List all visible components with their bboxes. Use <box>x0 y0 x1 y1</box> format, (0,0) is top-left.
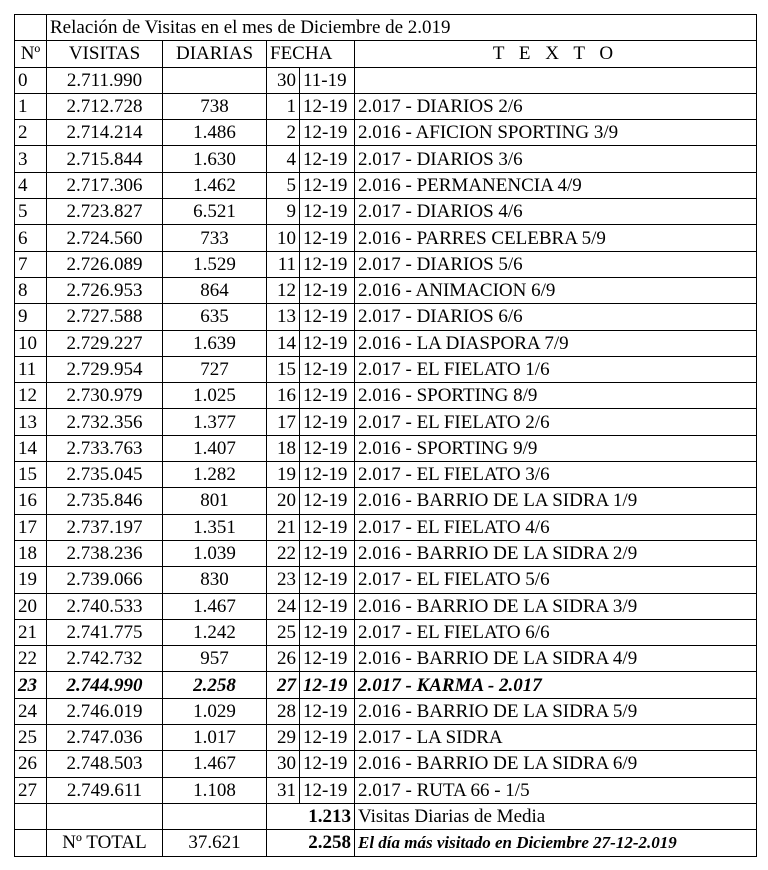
table-row <box>15 120 757 146</box>
cell-n: 19 <box>15 567 47 593</box>
cell-day: 2 <box>267 120 300 146</box>
cell-diarias: 1.467 <box>163 593 267 619</box>
cell-visitas: 2.729.227 <box>47 330 163 356</box>
table-row <box>15 619 757 645</box>
cell-day: 5 <box>267 172 300 198</box>
cell-mes: 12-19 <box>300 646 355 672</box>
cell-day: 9 <box>267 199 300 225</box>
header-diarias: DIARIAS <box>163 41 267 67</box>
cell-diarias: 1.025 <box>163 383 267 409</box>
cell-day: 30 <box>267 67 300 93</box>
cell-diarias: 1.529 <box>163 251 267 277</box>
cell-n: 11 <box>15 356 47 382</box>
cell-texto: 2.017 - EL FIELATO 1/6 <box>355 356 757 382</box>
table-row <box>15 488 757 514</box>
cell-n: 18 <box>15 540 47 566</box>
cell-day: 31 <box>267 777 300 803</box>
header-row <box>15 41 757 67</box>
cell-n: 26 <box>15 751 47 777</box>
table-row <box>15 646 757 672</box>
media-value: 1.213 <box>267 803 355 829</box>
cell-diarias: 957 <box>163 646 267 672</box>
cell-n: 10 <box>15 330 47 356</box>
cell-diarias: 830 <box>163 567 267 593</box>
cell-mes: 12-19 <box>300 514 355 540</box>
cell-diarias: 1.467 <box>163 751 267 777</box>
cell-texto: 2.017 - DIARIOS 4/6 <box>355 199 757 225</box>
table-row <box>15 67 757 93</box>
cell-day: 28 <box>267 698 300 724</box>
cell-mes: 12-19 <box>300 225 355 251</box>
cell-texto: 2.016 - SPORTING 8/9 <box>355 383 757 409</box>
cell-mes: 12-19 <box>300 251 355 277</box>
cell-diarias: 635 <box>163 304 267 330</box>
cell-texto: 2.016 - BARRIO DE LA SIDRA 3/9 <box>355 593 757 619</box>
table-row <box>15 383 757 409</box>
visits-table <box>14 14 757 857</box>
cell-visitas: 2.749.611 <box>47 777 163 803</box>
summary-media-row <box>15 803 757 829</box>
table-row <box>15 567 757 593</box>
cell-texto: 2.016 - BARRIO DE LA SIDRA 5/9 <box>355 698 757 724</box>
cell-texto: 2.017 - KARMA - 2.017 <box>355 672 757 698</box>
cell-mes: 12-19 <box>300 462 355 488</box>
cell-visitas: 2.711.990 <box>47 67 163 93</box>
cell-texto: 2.017 - EL FIELATO 3/6 <box>355 462 757 488</box>
cell-diarias: 1.282 <box>163 462 267 488</box>
cell-visitas: 2.739.066 <box>47 567 163 593</box>
cell-n: 14 <box>15 435 47 461</box>
cell-day: 22 <box>267 540 300 566</box>
cell-n: 15 <box>15 462 47 488</box>
cell-visitas: 2.748.503 <box>47 751 163 777</box>
cell-diarias: 1.630 <box>163 146 267 172</box>
table-row <box>15 330 757 356</box>
header-n: Nº <box>15 41 47 67</box>
cell-day: 25 <box>267 619 300 645</box>
cell-diarias: 864 <box>163 277 267 303</box>
cell-mes: 12-19 <box>300 146 355 172</box>
cell-n: 22 <box>15 646 47 672</box>
cell-diarias: 6.521 <box>163 199 267 225</box>
header-fecha: FECHA <box>267 41 355 67</box>
cell-texto <box>355 67 757 93</box>
cell-texto: 2.017 - LA SIDRA <box>355 725 757 751</box>
max-value: 2.258 <box>267 830 355 856</box>
cell-diarias: 1.039 <box>163 540 267 566</box>
cell-n: 13 <box>15 409 47 435</box>
cell-visitas: 2.729.954 <box>47 356 163 382</box>
cell-visitas: 2.738.236 <box>47 540 163 566</box>
cell-visitas: 2.740.533 <box>47 593 163 619</box>
cell-texto: 2.016 - PERMANENCIA 4/9 <box>355 172 757 198</box>
cell-diarias: 738 <box>163 93 267 119</box>
cell-n: 8 <box>15 277 47 303</box>
cell-visitas: 2.742.732 <box>47 646 163 672</box>
cell-day: 24 <box>267 593 300 619</box>
cell-diarias: 733 <box>163 225 267 251</box>
media-label: Visitas Diarias de Media <box>355 803 757 829</box>
summary-empty-n <box>15 803 47 829</box>
cell-day: 27 <box>267 672 300 698</box>
table-row <box>15 225 757 251</box>
cell-texto: 2.017 - EL FIELATO 2/6 <box>355 409 757 435</box>
table-row <box>15 777 757 803</box>
total-diarias: 37.621 <box>163 830 267 856</box>
cell-n: 0 <box>15 67 47 93</box>
cell-day: 1 <box>267 93 300 119</box>
cell-texto: 2.016 - AFICION SPORTING 3/9 <box>355 120 757 146</box>
cell-mes: 12-19 <box>300 199 355 225</box>
cell-visitas: 2.730.979 <box>47 383 163 409</box>
cell-mes: 12-19 <box>300 172 355 198</box>
summary-total-empty-n <box>15 830 47 856</box>
cell-n: 1 <box>15 93 47 119</box>
cell-n: 9 <box>15 304 47 330</box>
table-row <box>15 751 757 777</box>
cell-mes: 12-19 <box>300 751 355 777</box>
cell-diarias: 2.258 <box>163 672 267 698</box>
cell-visitas: 2.726.089 <box>47 251 163 277</box>
cell-day: 11 <box>267 251 300 277</box>
cell-n: 4 <box>15 172 47 198</box>
cell-mes: 12-19 <box>300 619 355 645</box>
table-row <box>15 146 757 172</box>
header-texto: T E X T O <box>355 41 757 67</box>
cell-day: 21 <box>267 514 300 540</box>
cell-diarias: 801 <box>163 488 267 514</box>
table-row <box>15 251 757 277</box>
cell-visitas: 2.715.844 <box>47 146 163 172</box>
cell-texto: 2.017 - DIARIOS 3/6 <box>355 146 757 172</box>
cell-mes: 12-19 <box>300 593 355 619</box>
cell-day: 4 <box>267 146 300 172</box>
cell-visitas: 2.737.197 <box>47 514 163 540</box>
cell-n: 16 <box>15 488 47 514</box>
cell-visitas: 2.717.306 <box>47 172 163 198</box>
cell-diarias: 1.407 <box>163 435 267 461</box>
cell-day: 17 <box>267 409 300 435</box>
cell-mes: 12-19 <box>300 383 355 409</box>
header-visitas: VISITAS <box>47 41 163 67</box>
cell-visitas: 2.732.356 <box>47 409 163 435</box>
table-row <box>15 514 757 540</box>
cell-n: 7 <box>15 251 47 277</box>
table-row <box>15 356 757 382</box>
table-row <box>15 304 757 330</box>
cell-texto: 2.016 - PARRES CELEBRA 5/9 <box>355 225 757 251</box>
cell-n: 20 <box>15 593 47 619</box>
cell-diarias: 727 <box>163 356 267 382</box>
table-row <box>15 540 757 566</box>
table-row <box>15 199 757 225</box>
cell-texto: 2.017 - EL FIELATO 4/6 <box>355 514 757 540</box>
cell-mes: 12-19 <box>300 672 355 698</box>
cell-mes: 12-19 <box>300 725 355 751</box>
cell-diarias: 1.242 <box>163 619 267 645</box>
table-row <box>15 698 757 724</box>
cell-diarias: 1.017 <box>163 725 267 751</box>
cell-diarias: 1.462 <box>163 172 267 198</box>
cell-visitas: 2.735.045 <box>47 462 163 488</box>
cell-diarias: 1.377 <box>163 409 267 435</box>
cell-day: 12 <box>267 277 300 303</box>
cell-diarias: 1.486 <box>163 120 267 146</box>
cell-visitas: 2.733.763 <box>47 435 163 461</box>
cell-texto: 2.016 - BARRIO DE LA SIDRA 6/9 <box>355 751 757 777</box>
cell-n: 23 <box>15 672 47 698</box>
title-row <box>15 15 757 41</box>
cell-day: 26 <box>267 646 300 672</box>
cell-day: 19 <box>267 462 300 488</box>
visits-table-body <box>15 15 757 857</box>
table-title: Relación de Visitas en el mes de Diciembre de 2.019 <box>47 15 757 41</box>
cell-texto: 2.017 - DIARIOS 5/6 <box>355 251 757 277</box>
cell-texto: 2.017 - EL FIELATO 6/6 <box>355 619 757 645</box>
cell-diarias: 1.029 <box>163 698 267 724</box>
table-row <box>15 277 757 303</box>
summary-empty-diarias <box>163 803 267 829</box>
summary-total-row <box>15 830 757 856</box>
title-spacer-cell <box>15 15 47 41</box>
cell-texto: 2.016 - BARRIO DE LA SIDRA 4/9 <box>355 646 757 672</box>
cell-visitas: 2.726.953 <box>47 277 163 303</box>
summary-empty-visitas <box>47 803 163 829</box>
cell-visitas: 2.727.588 <box>47 304 163 330</box>
cell-day: 15 <box>267 356 300 382</box>
table-row <box>15 93 757 119</box>
cell-texto: 2.017 - EL FIELATO 5/6 <box>355 567 757 593</box>
cell-day: 29 <box>267 725 300 751</box>
cell-mes: 12-19 <box>300 777 355 803</box>
cell-n: 6 <box>15 225 47 251</box>
total-label: Nº TOTAL <box>47 830 163 856</box>
cell-visitas: 2.724.560 <box>47 225 163 251</box>
cell-mes: 12-19 <box>300 277 355 303</box>
cell-mes: 12-19 <box>300 356 355 382</box>
cell-mes: 12-19 <box>300 435 355 461</box>
cell-day: 14 <box>267 330 300 356</box>
cell-day: 18 <box>267 435 300 461</box>
cell-visitas: 2.723.827 <box>47 199 163 225</box>
cell-day: 10 <box>267 225 300 251</box>
cell-texto: 2.016 - ANIMACION 6/9 <box>355 277 757 303</box>
table-row <box>15 409 757 435</box>
cell-texto: 2.016 - BARRIO DE LA SIDRA 1/9 <box>355 488 757 514</box>
cell-mes: 11-19 <box>300 67 355 93</box>
table-row <box>15 462 757 488</box>
cell-texto: 2.017 - RUTA 66 - 1/5 <box>355 777 757 803</box>
cell-texto: 2.017 - DIARIOS 2/6 <box>355 93 757 119</box>
cell-mes: 12-19 <box>300 698 355 724</box>
table-row <box>15 725 757 751</box>
cell-n: 17 <box>15 514 47 540</box>
cell-visitas: 2.714.214 <box>47 120 163 146</box>
cell-visitas: 2.712.728 <box>47 93 163 119</box>
cell-n: 25 <box>15 725 47 751</box>
cell-day: 23 <box>267 567 300 593</box>
cell-diarias: 1.639 <box>163 330 267 356</box>
cell-day: 20 <box>267 488 300 514</box>
cell-mes: 12-19 <box>300 567 355 593</box>
table-row <box>15 593 757 619</box>
table-row <box>15 172 757 198</box>
cell-mes: 12-19 <box>300 120 355 146</box>
cell-n: 27 <box>15 777 47 803</box>
cell-visitas: 2.747.036 <box>47 725 163 751</box>
cell-n: 24 <box>15 698 47 724</box>
cell-visitas: 2.735.846 <box>47 488 163 514</box>
cell-texto: 2.016 - SPORTING 9/9 <box>355 435 757 461</box>
cell-n: 2 <box>15 120 47 146</box>
cell-n: 3 <box>15 146 47 172</box>
cell-n: 12 <box>15 383 47 409</box>
cell-day: 13 <box>267 304 300 330</box>
cell-visitas: 2.746.019 <box>47 698 163 724</box>
cell-visitas: 2.741.775 <box>47 619 163 645</box>
cell-mes: 12-19 <box>300 488 355 514</box>
cell-texto: 2.017 - DIARIOS 6/6 <box>355 304 757 330</box>
cell-visitas: 2.744.990 <box>47 672 163 698</box>
cell-day: 30 <box>267 751 300 777</box>
cell-mes: 12-19 <box>300 540 355 566</box>
cell-mes: 12-19 <box>300 409 355 435</box>
cell-mes: 12-19 <box>300 330 355 356</box>
cell-diarias: 1.351 <box>163 514 267 540</box>
cell-texto: 2.016 - BARRIO DE LA SIDRA 2/9 <box>355 540 757 566</box>
cell-texto: 2.016 - LA DIASPORA 7/9 <box>355 330 757 356</box>
cell-mes: 12-19 <box>300 93 355 119</box>
table-row <box>15 672 757 698</box>
table-row <box>15 435 757 461</box>
cell-day: 16 <box>267 383 300 409</box>
cell-diarias <box>163 67 267 93</box>
cell-n: 21 <box>15 619 47 645</box>
cell-mes: 12-19 <box>300 304 355 330</box>
cell-n: 5 <box>15 199 47 225</box>
cell-diarias: 1.108 <box>163 777 267 803</box>
max-label: El día más visitado en Diciembre 27-12-2.019 <box>355 830 757 856</box>
